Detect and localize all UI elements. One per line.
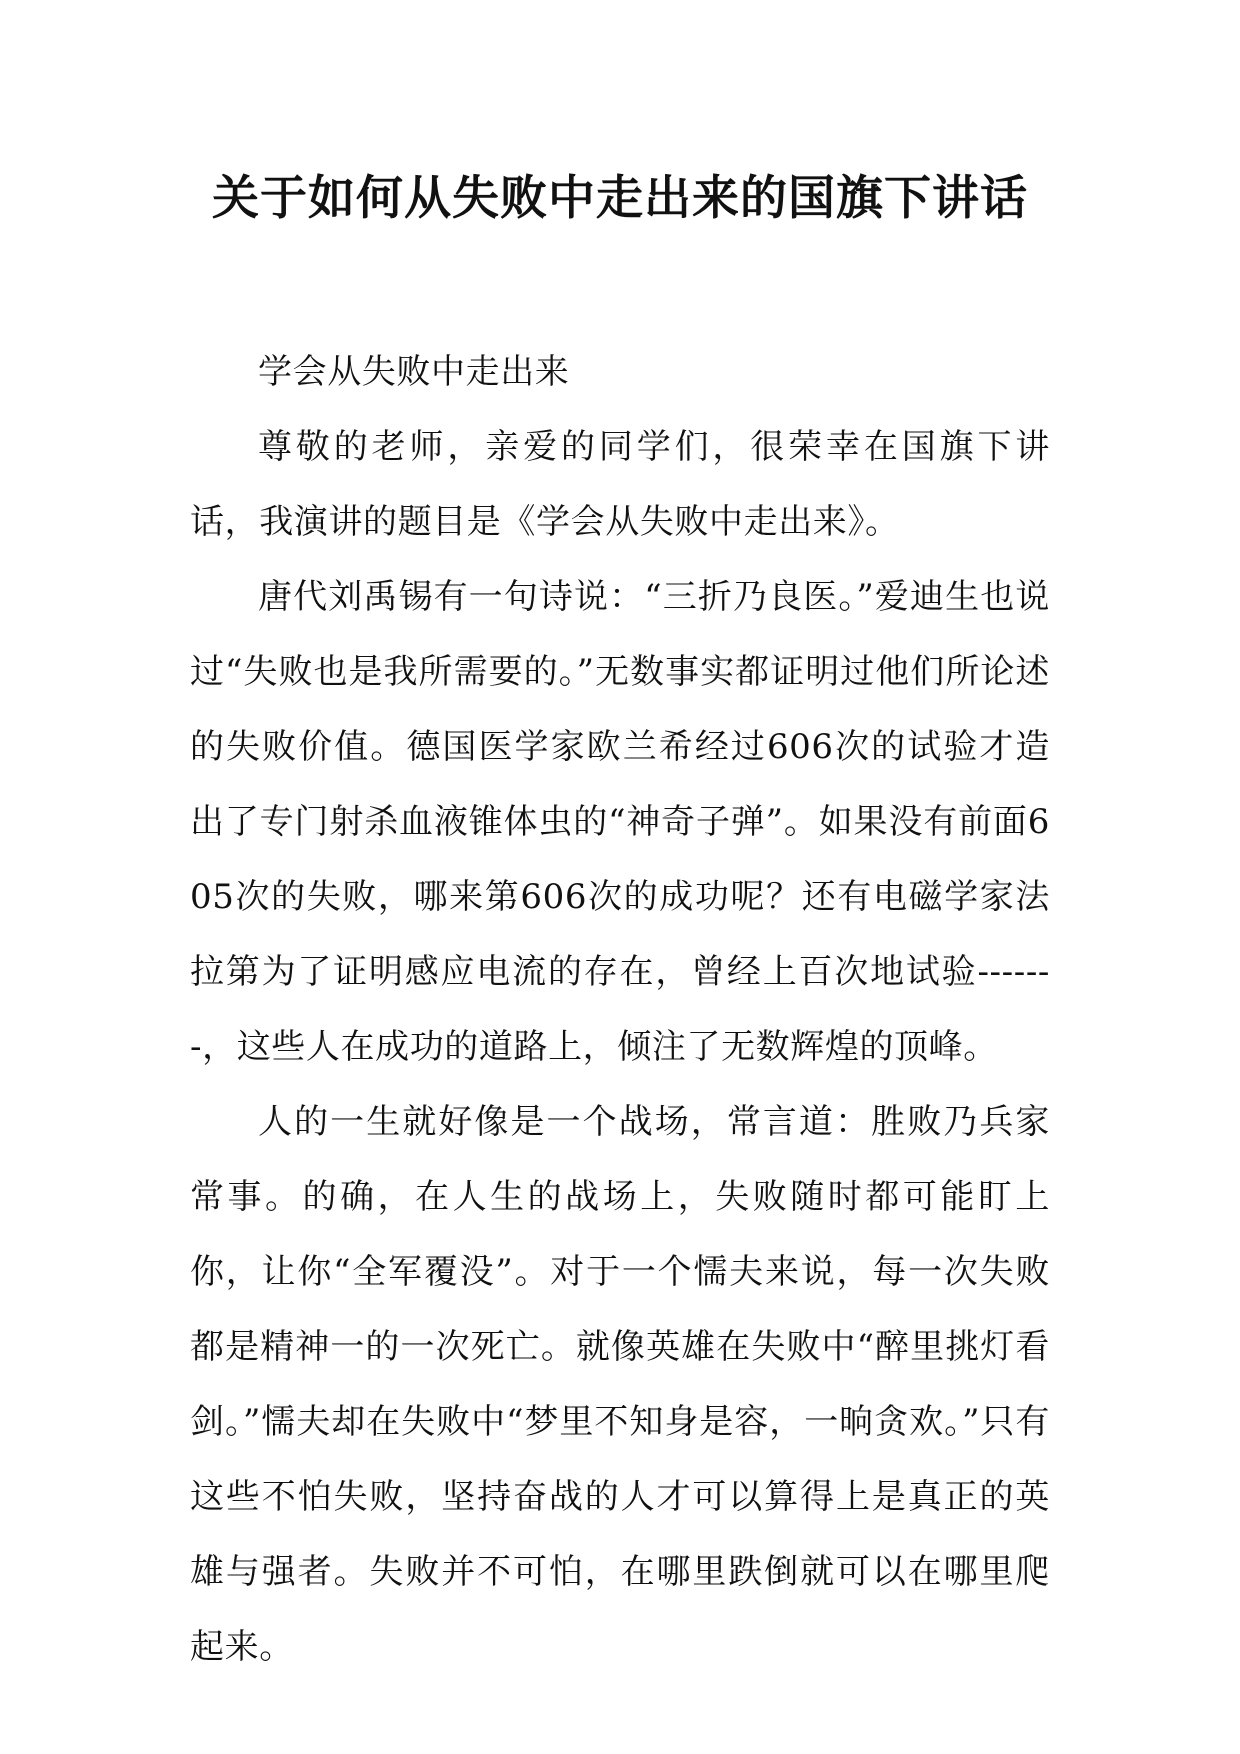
examples-paragraph: 唐代刘禹锡有一句诗说：“三折乃良医。”爱迪生也说过“失败也是我所需要的。”无数事实都证明过他们所论述的失败价值。德国医学家欧兰希经过606次的试验才造出了专门射杀血液锥体虫的“神奇子弹”。如果没有前面605次的失败，哪来第606次的成功呢？还有电磁学家法拉第为了证明感应电流的存在，曾经上百次地试验-------，这些人在成功的道路上，倾注了无数辉煌的顶峰。 — [190, 577, 1050, 1067]
battlefield-paragraph: 人的一生就好像是一个战场，常言道：胜败乃兵家常事。的确，在人生的战场上，失败随时都可能盯上你，让你“全军覆没”。对于一个懦夫来说，每一次失败都是精神一的一次死亡。就像英雄在失败中“醉里挑灯看剑。”懦夫却在失败中“梦里不知身是容，一晌贪欢。”只有这些不怕失败，坚持奋战的人才可以算得上是真正的英雄与强者。失败并不可怕，在哪里跌倒就可以在哪里爬起来。 — [190, 1102, 1050, 1667]
document-title: 关于如何从失败中走出来的国旗下讲话 — [212, 171, 1028, 226]
subtitle-paragraph: 学会从失败中走出来 — [258, 352, 570, 392]
opening-paragraph: 尊敬的老师，亲爱的同学们，很荣幸在国旗下讲话，我演讲的题目是《学会从失败中走出来》。 — [190, 427, 1050, 542]
document-body — [190, 335, 1050, 1685]
